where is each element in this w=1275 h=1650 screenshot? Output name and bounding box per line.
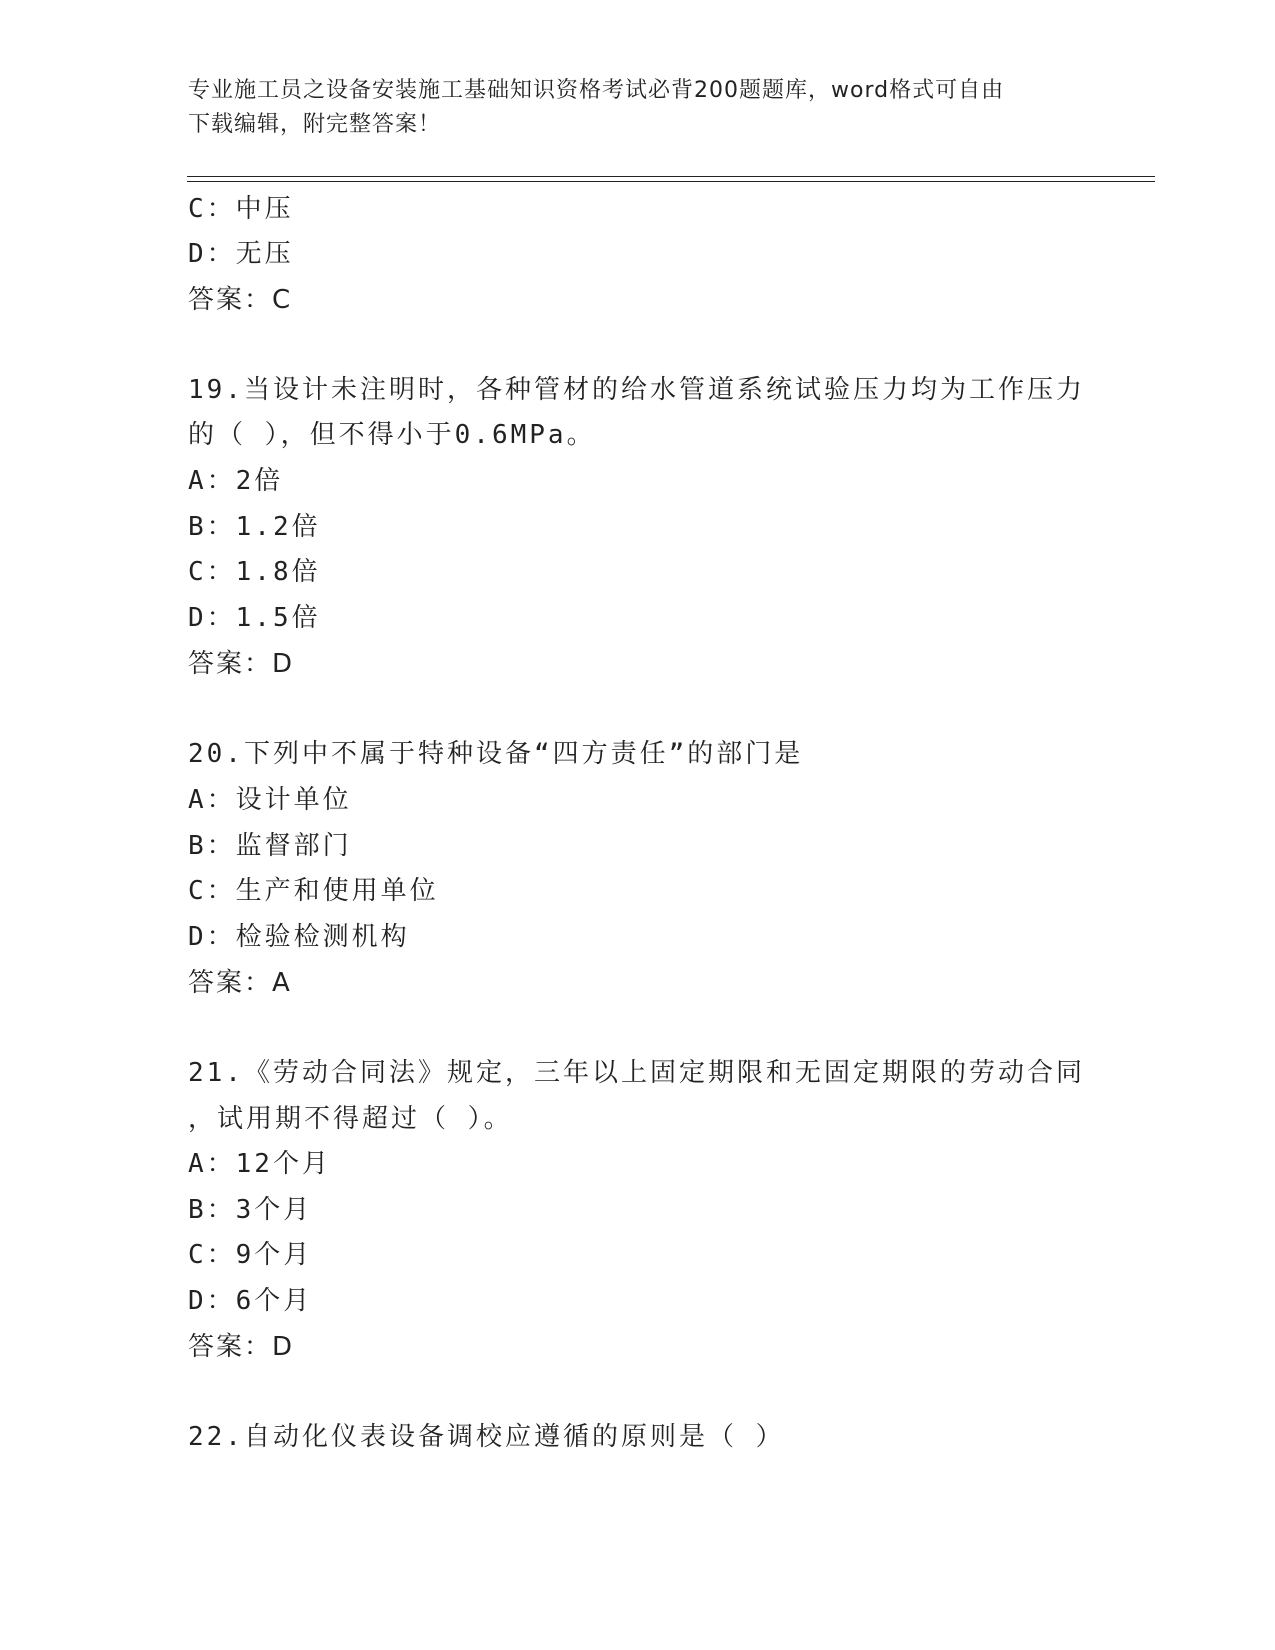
q18-option-d: D：无压 [188,239,294,269]
q20-answer: 答案：A [188,968,292,998]
q20-option-b: B：监督部门 [188,831,352,861]
q20-option-a: A：设计单位 [188,785,352,815]
q19-option-b: B：1.2倍 [188,512,321,542]
q21-option-c: C：9个月 [188,1240,313,1270]
q20-option-d: D：检验检测机构 [188,922,410,952]
document-header [188,74,1088,142]
q18-option-c: C：中压 [188,194,294,224]
header-divider-bottom [187,181,1155,182]
q20-question: 20.下列中不属于特种设备“四方责任”的部门是 [188,739,804,769]
header-divider-top [187,176,1155,177]
header-title-line-1: 专业施工员之设备安装施工基础知识资格考试必背200题题库，word格式可自由 [188,78,1005,103]
q21-question-line-2: ，试用期不得超过（ ）。 [188,1104,513,1134]
q20-option-c: C：生产和使用单位 [188,876,439,906]
header-title-line-2: 下载编辑，附完整答案！ [188,112,442,137]
q19-option-d: D：1.5倍 [188,603,321,633]
q19-question-line-1: 19.当设计未注明时，各种管材的给水管道系统试验压力均为工作压力 [188,375,1085,405]
q19-answer: 答案：D [188,649,295,679]
q19-question-line-2: 的（ ），但不得小于0.6MPa。 [188,420,596,450]
q19-option-c: C：1.8倍 [188,557,321,587]
q21-option-a: A：12个月 [188,1149,331,1179]
q22-question: 22.自动化仪表设备调校应遵循的原则是（ ） [188,1422,785,1452]
q19-option-a: A：2倍 [188,466,284,496]
q21-option-d: D：6个月 [188,1286,313,1316]
q21-question-line-1: 21.《劳动合同法》规定，三年以上固定期限和无固定期限的劳动合同 [188,1058,1085,1088]
q21-option-b: B：3个月 [188,1195,313,1225]
q21-answer: 答案：D [188,1332,295,1362]
q18-answer: 答案：C [188,285,293,315]
